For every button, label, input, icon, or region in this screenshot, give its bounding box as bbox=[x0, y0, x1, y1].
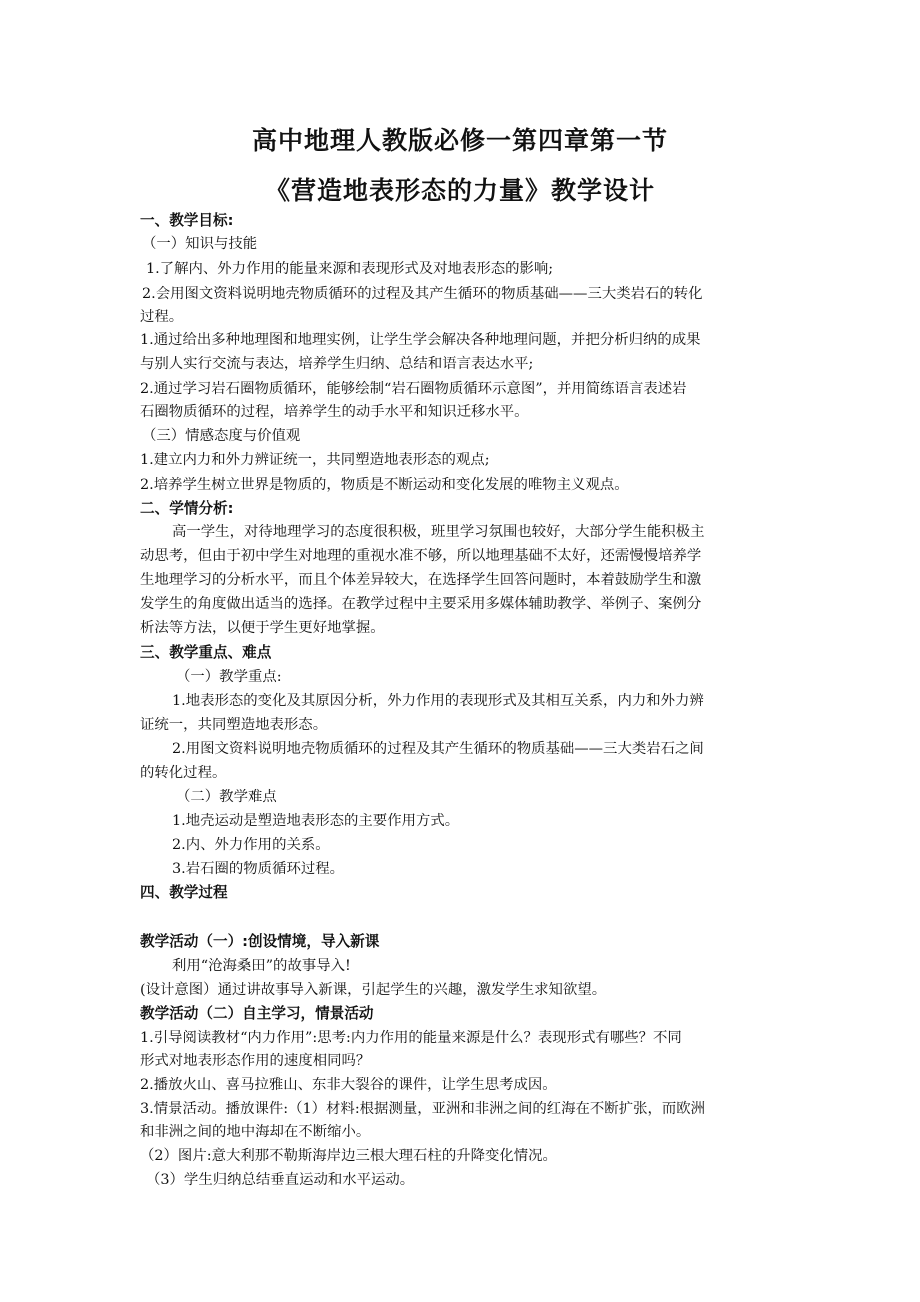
paragraph-line: 与别人实行交流与表达，培养学生归纳、总结和语言表达水平; bbox=[140, 356, 534, 372]
paragraph-line: 2.播放火山、喜马拉雅山、东非大裂谷的课件，让学生思考成因。 bbox=[140, 1077, 557, 1093]
subheading-attitudes-values: （三）情感态度与价值观 bbox=[142, 428, 301, 444]
paragraph-line: 2.培养学生树立世界是物质的，物质是不断运动和变化发展的唯物主义观点。 bbox=[140, 477, 629, 493]
section-heading-teaching-process: 四、教学过程 bbox=[140, 884, 228, 901]
paragraph-line: 发学生的角度做出适当的选择。在教学过程中主要采用多媒体辅助教学、举例子、案例分 bbox=[140, 596, 702, 612]
paragraph-line: 证统一，共同塑造地表形态。 bbox=[140, 717, 328, 733]
section-heading-learner-analysis: 二、学情分析: bbox=[140, 500, 234, 517]
document-title-line-2: 《营造地表形态的力量》教学设计 bbox=[264, 176, 655, 205]
activity-heading-one: 教学活动（一）:创设情境，导入新课 bbox=[140, 933, 380, 950]
document-title-line-1: 高中地理人教版必修一第四章第一节 bbox=[251, 126, 668, 155]
paragraph-line: 1.地表形态的变化及其原因分析，外力作用的表现形式及其相互关系，内力和外力辨 bbox=[172, 693, 704, 709]
paragraph-line: 2.通过学习岩石圈物质循环，能够绘制“岩石圈物质循环示意图”，并用简练语言表述岩 bbox=[140, 381, 687, 397]
paragraph-line: 2.内、外力作用的关系。 bbox=[172, 837, 330, 853]
paragraph-line: 1.通过给出多种地理图和地理实例，让学生学会解决各种地理问题，并把分析归纳的成果 bbox=[140, 332, 701, 348]
activity-heading-two: 教学活动（二）自主学习，情景活动 bbox=[140, 1005, 374, 1022]
paragraph-line: 形式对地表形态作用的速度相同吗？ bbox=[140, 1053, 371, 1069]
section-heading-objectives: 一、教学目标: bbox=[140, 212, 234, 229]
section-heading-key-points: 三、教学重点、难点 bbox=[140, 644, 272, 661]
paragraph-line: 3.情景活动。播放课件:（1）材料:根据测量，亚洲和非洲之间的红海在不断扩张，而欧洲 bbox=[140, 1101, 706, 1117]
paragraph-line: 石圈物质循环的过程，培养学生的动手水平和知识迁移水平。 bbox=[140, 404, 529, 420]
paragraph-line: 生地理学习的分析水平，而且个体差异较大，在选择学生回答问题时，本着鼓励学生和激 bbox=[140, 572, 702, 588]
paragraph-line: 和非洲之间的地中海却在不断缩小。 bbox=[140, 1124, 371, 1140]
paragraph-line: 析法等方法，以便于学生更好地掌握。 bbox=[140, 620, 385, 636]
paragraph-line: 过程。 bbox=[140, 309, 184, 325]
paragraph-line: 利用“沧海桑田”的故事导入! bbox=[172, 958, 351, 974]
subheading-knowledge-skills: （一）知识与技能 bbox=[142, 236, 258, 252]
paragraph-line: 2.会用图文资料说明地壳物质循环的过程及其产生循环的物质基础——三大类岩石的转化 bbox=[142, 286, 703, 302]
paragraph-line: 的转化过程。 bbox=[140, 765, 227, 781]
paragraph-line: 动思考，但由于初中学生对地理的重视水准不够，所以地理基础不太好，还需慢慢培养学 bbox=[140, 548, 702, 564]
paragraph-line: (设计意图）通过讲故事导入新课，引起学生的兴趣，激发学生求知欲望。 bbox=[140, 982, 607, 998]
paragraph-line: 1.建立内力和外力辨证统一，共同塑造地表形态的观点; bbox=[140, 452, 490, 468]
paragraph-line: 1.了解内、外力作用的能量来源和表现形式及对地表形态的影响; bbox=[146, 261, 554, 277]
subheading-difficult-points: （二）教学难点 bbox=[176, 789, 277, 805]
paragraph-line: （2）图片:意大利那不勒斯海岸边三根大理石柱的升降变化情况。 bbox=[140, 1148, 557, 1164]
paragraph-line: 1.地壳运动是塑造地表形态的主要作用方式。 bbox=[172, 813, 460, 829]
paragraph-line: 2.用图文资料说明地壳物质循环的过程及其产生循环的物质基础——三大类岩石之间 bbox=[172, 741, 704, 757]
paragraph-line: 1.引导阅读教材“内力作用”:思考:内力作用的能量来源是什么？表现形式有哪些？不同 bbox=[140, 1030, 682, 1046]
paragraph-line: 3.岩石圈的物质循环过程。 bbox=[172, 861, 345, 877]
paragraph-line: 高一学生，对待地理学习的态度很积极，班里学习氛围也较好，大部分学生能积极主 bbox=[172, 524, 705, 540]
subheading-key-points: （一）教学重点: bbox=[176, 669, 282, 685]
paragraph-line: （3）学生归纳总结垂直运动和水平运动。 bbox=[146, 1172, 415, 1188]
